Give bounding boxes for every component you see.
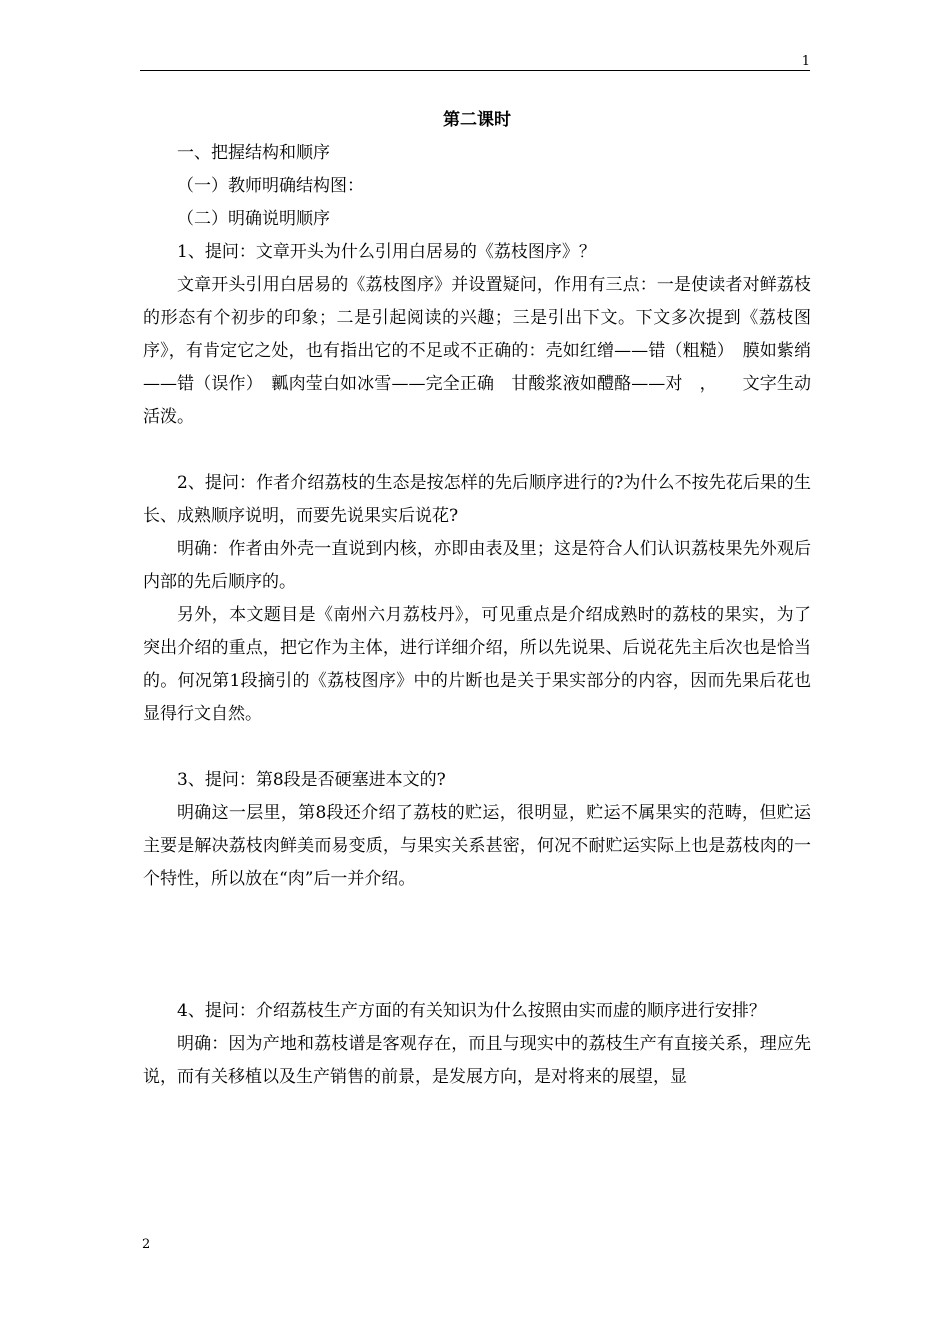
subsection-heading-2: （二）明确说明顺序 <box>177 209 330 229</box>
spacer <box>143 731 811 764</box>
spacer <box>143 896 811 995</box>
question-3: 3、提问：第8段是否硬塞进本文的? <box>177 770 446 790</box>
header-page-number: 1 <box>801 54 810 69</box>
answer-1: 文章开头引用白居易的《荔枝图序》并设置疑问，作用有三点：一是使读者对鲜荔枝的形态有个初步的印象；二是引起阅读的兴趣；三是引出下文。下文多次提到《荔枝图序》，有肯定它之处，也有指出它的不足或不正确的：壳如红缯——错（粗糙） 膜如紫绡——错（误作） 瓤肉莹白如冰雪——完全正确 甘酸浆液如醴酪——对 ， 文字生动活泼。 <box>143 275 811 427</box>
spacer <box>143 434 811 467</box>
answer-2-part-1: 明确：作者由外壳一直说到内核，亦即由表及里；这是符合人们认识荔枝果先外观后内部的先后顺序的。 <box>143 539 811 592</box>
question-1: 1、提问：文章开头为什么引用白居易的《荔枝图序》？ <box>177 242 596 262</box>
footer-page-number: 2 <box>142 1237 151 1252</box>
subsection-heading-1: （一）教师明确结构图： <box>177 176 364 196</box>
section-heading: 一、把握结构和顺序 <box>177 143 330 163</box>
answer-3: 明确这一层里，第8段还介绍了荔枝的贮运，很明显，贮运不属果实的范畴，但贮运主要是解决荔枝肉鲜美而易变质，与果实关系甚密，何况不耐贮运实际上也是荔枝肉的一个特性，所以放在“肉”后一并介绍。 <box>143 803 811 889</box>
answer-2-part-2: 另外，本文题目是《南州六月荔枝丹》，可见重点是介绍成熟时的荔枝的果实，为了突出介绍的重点，把它作为主体，进行详细介绍，所以先说果、后说花先主后次也是恰当的。何况第1段摘引的《荔枝图序》中的片断也是关于果实部分的内容，因而先果后花也显得行文自然。 <box>143 605 811 724</box>
document-body <box>143 104 811 1094</box>
header-rule <box>140 70 810 71</box>
question-2: 2、提问：作者介绍荔枝的生态是按怎样的先后顺序进行的?为什么不按先花后果的生长、成熟顺序说明，而要先说果实后说花? <box>143 473 811 526</box>
answer-4: 明确：因为产地和荔枝谱是客观存在，而且与现实中的荔枝生产有直接关系，理应先说，而有关移植以及生产销售的前景，是发展方向，是对将来的展望，显 <box>143 1034 811 1087</box>
question-4: 4、提问：介绍荔枝生产方面的有关知识为什么按照由实而虚的顺序进行安排？ <box>177 1001 766 1021</box>
lesson-title: 第二课时 <box>443 110 511 130</box>
